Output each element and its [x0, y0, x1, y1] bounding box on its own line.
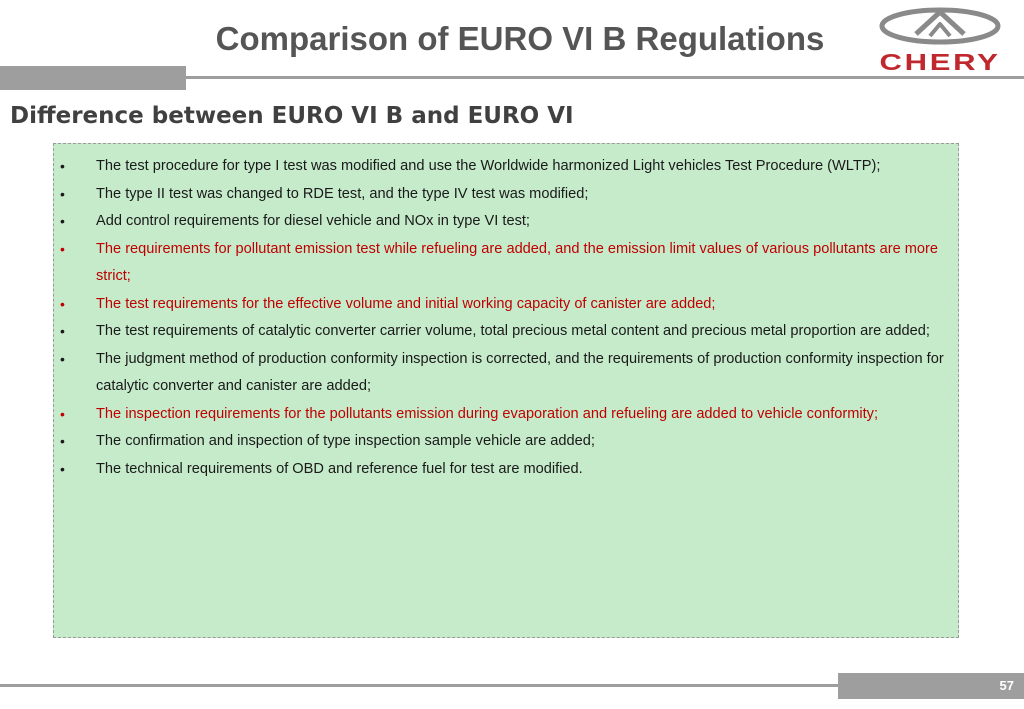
header-rule: [186, 76, 1024, 79]
bullet-item: [54, 456, 948, 484]
bullet-dot-icon: •: [60, 240, 65, 257]
bullet-dot-icon: •: [60, 460, 65, 477]
bullet-item: [54, 346, 948, 401]
section-subtitle: Difference between EURO VI B and EURO VI: [10, 103, 574, 129]
page-number: 57: [999, 678, 1014, 693]
chery-logo: [872, 6, 1008, 74]
slide-title: Comparison of EURO VI B Regulations: [215, 20, 825, 57]
bullet-text: The test requirements for the effective volume and initial working capacity of canister are added;: [96, 295, 716, 312]
bullet-item: [54, 181, 948, 209]
bullet-item: [54, 401, 948, 429]
bullet-item: [54, 153, 948, 181]
bullet-item: [54, 291, 948, 319]
bullet-item: [54, 428, 948, 456]
bullet-text: The technical requirements of OBD and reference fuel for test are modified.: [96, 460, 583, 477]
bullet-list: [54, 144, 958, 483]
bullet-text: The requirements for pollutant emission test while refueling are added, and the emission limit values of various pollutants are more strict;: [96, 240, 939, 284]
bullet-text: The type II test was changed to RDE test, and the type IV test was modified;: [96, 185, 589, 202]
bullet-item: [54, 318, 948, 346]
footer-rule: [0, 684, 838, 687]
chery-logo-text: CHERY: [879, 49, 1001, 75]
differences-box: [53, 143, 959, 638]
bullet-dot-icon: •: [60, 405, 65, 422]
chery-emblem-icon: [872, 6, 1008, 50]
bullet-text: The test requirements of catalytic converter carrier volume, total precious metal content and precious metal proportion are added;: [96, 323, 930, 339]
bullet-text: The judgment method of production conformity inspection is corrected, and the requirements of production conformity inspection for catalytic converter and canister are added;: [96, 350, 944, 394]
footer-accent-bar: [838, 673, 1024, 699]
bullet-dot-icon: •: [60, 185, 65, 202]
bullet-item: [54, 208, 948, 236]
bullet-dot-icon: •: [60, 158, 65, 174]
bullet-item: [54, 236, 948, 291]
bullet-dot-icon: •: [60, 323, 65, 339]
bullet-text: Add control requirements for diesel vehicle and NOx in type VI test;: [96, 213, 530, 229]
bullet-text: The test procedure for type I test was modified and use the Worldwide harmonized Light vehicles Test Procedure (WLTP);: [96, 158, 881, 174]
bullet-dot-icon: •: [60, 295, 65, 312]
bullet-dot-icon: •: [60, 213, 65, 229]
header-accent-bar: [0, 66, 186, 90]
bullet-text: The confirmation and inspection of type inspection sample vehicle are added;: [96, 433, 595, 449]
bullet-text: The inspection requirements for the pollutants emission during evaporation and refueling are added to vehicle conformity;: [96, 405, 879, 422]
bullet-dot-icon: •: [60, 350, 65, 367]
bullet-dot-icon: •: [60, 433, 65, 449]
